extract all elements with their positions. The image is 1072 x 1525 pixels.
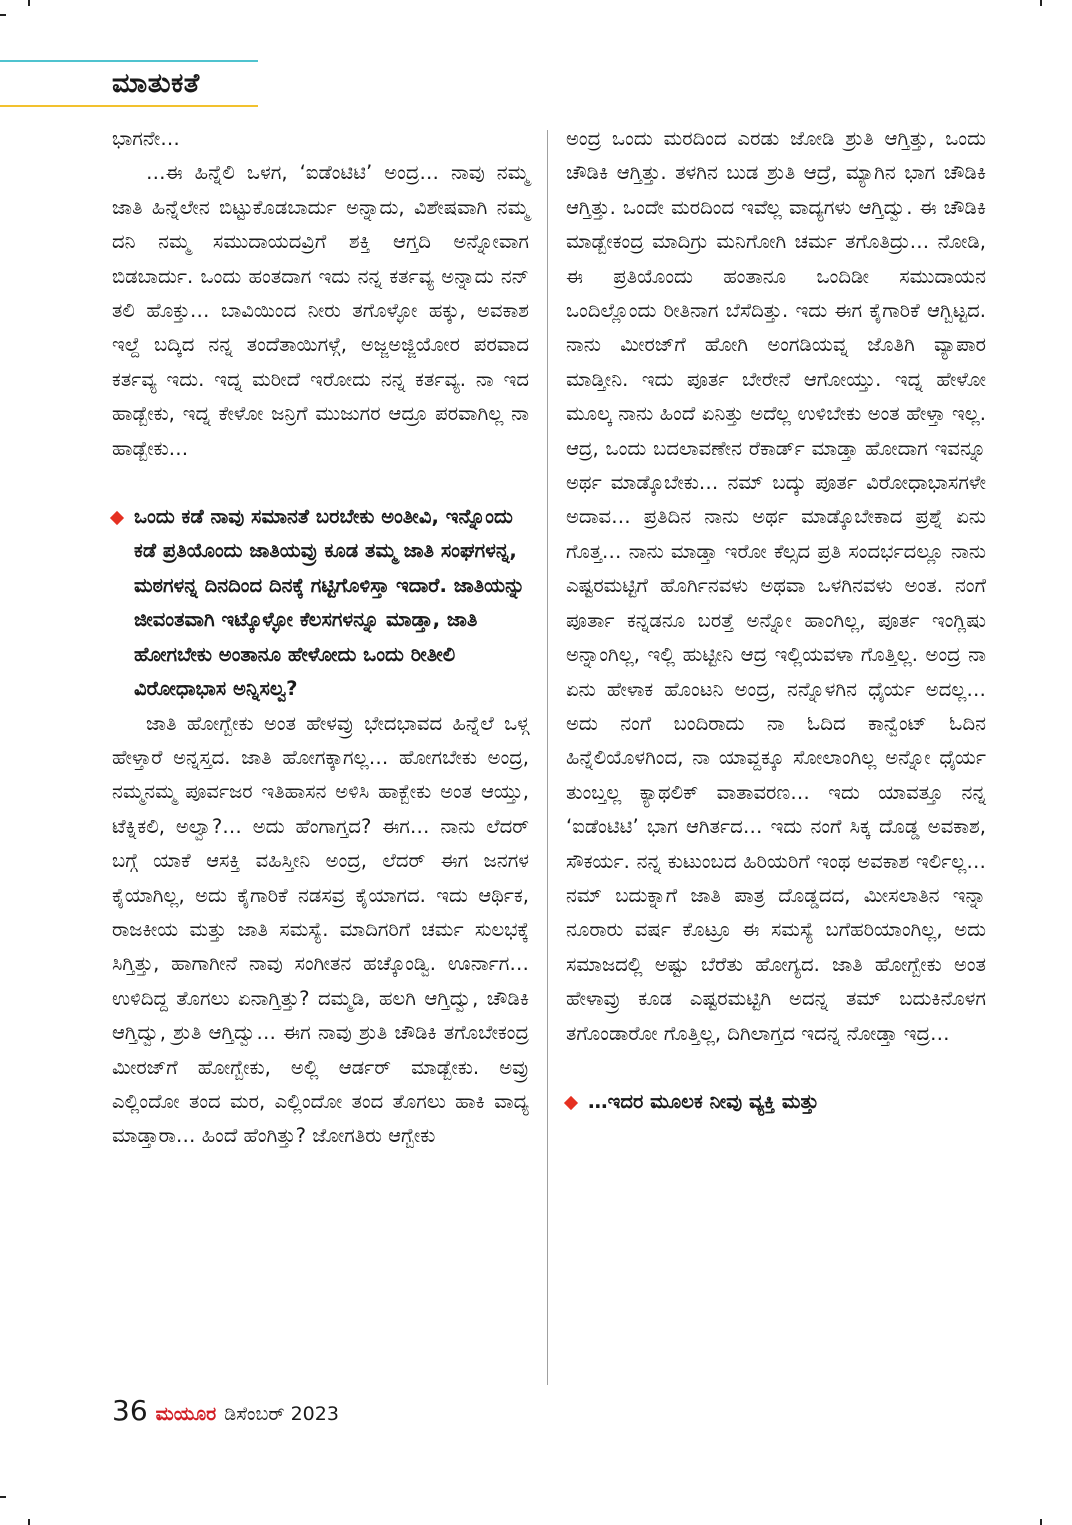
interview-question xyxy=(112,500,529,706)
question-text: ಒಂದು ಕಡೆ ನಾವು ಸಮಾನತೆ ಬರಬೇಕು ಅಂತೀವಿ, ಇನ್ನೊಂದು ಕಡೆ ಪ್ರತಿಯೊಂದು ಜಾತಿಯವ್ರು ಕೂಡ ತಮ್ಮ ಜಾತಿ ಸಂಘಗಳನ್ನ, ಮಠಗಳನ್ನ ದಿನದಿಂದ ದಿನಕ್ಕೆ ಗಟ್ಟಿಗೊಳಿಸ್ತಾ ಇದಾರೆ. ಜಾತಿಯನ್ನು ಜೀವಂತವಾಗಿ ಇಟ್ಕೊಳ್ಳೋ ಕೆಲಸಗಳನ್ನೂ ಮಾಡ್ತಾ, ಜಾತಿ ಹೋಗಬೇಕು ಅಂತಾನೂ ಹೇಳೋದು ಒಂದು ರೀತೀಲಿ ವಿರೋಧಾಭಾಸ ಅನ್ನಿಸಲ್ವ? xyxy=(134,505,525,701)
crop-mark xyxy=(28,0,30,6)
paragraph-lead: ಭಾಗನೇ… xyxy=(112,127,180,150)
article-column-left xyxy=(112,122,529,1154)
column-divider xyxy=(547,130,548,1385)
section-title: ಮಾತುಕತೆ xyxy=(112,68,200,99)
page-number: 36 xyxy=(112,1394,148,1427)
crop-mark xyxy=(1040,0,1042,6)
crop-mark xyxy=(1040,1519,1042,1525)
crop-mark xyxy=(0,14,6,16)
crop-mark xyxy=(0,1496,6,1498)
interview-question xyxy=(566,1085,986,1119)
header-rule-bottom xyxy=(0,105,258,107)
paragraph-gap xyxy=(566,1051,986,1085)
page-footer xyxy=(112,1394,339,1430)
diamond-bullet-icon xyxy=(564,1096,578,1110)
crop-mark xyxy=(28,1519,30,1525)
question-text: …ಇದರ ಮೂಲಕ ನೀವು ವ್ಯಕ್ತಿ ಮತ್ತು xyxy=(588,1089,819,1113)
magazine-logo: ಮಯೂರ xyxy=(155,1403,217,1425)
header-rule-top xyxy=(0,60,258,62)
issue-date: ಡಿಸೆಂಬರ್ 2023 xyxy=(224,1403,339,1425)
paragraph: ಜಾತಿ ಹೋಗ್ಬೇಕು ಅಂತ ಹೇಳವ್ರು ಭೇದಭಾವದ ಹಿನ್ನೆಲೆ ಒಳ್ಗ ಹೇಳ್ತಾರೆ ಅನ್ನಸ್ತದ. ಜಾತಿ ಹೋಗಕ್ಕಾಗಲ್ಲ… ಹೋಗಬೇಕು ಅಂದ್ರ, ನಮ್ಮನಮ್ಮ ಪೂರ್ವಜರ ಇತಿಹಾಸನ ಅಳಿಸಿ ಹಾಕ್ಬೇಕು ಅಂತ ಆಯ್ತು, ಟೆಕ್ನಿಕಲಿ, ಅಲ್ವಾ?… ಅದು ಹೆಂಗಾಗ್ತದ? ಈಗ… ನಾನು ಲೆದರ್ ಬಗ್ಗೆ ಯಾಕೆ ಆಸಕ್ತಿ ವಹಿಸ್ತೀನಿ ಅಂದ್ರ, ಲೆದರ್ ಈಗ ಜನಗಳ ಕೈಯಾಗಿಲ್ಲ, ಅದು ಕೈಗಾರಿಕೆ ನಡಸವ್ರ ಕೈಯಾಗದ. ಇದು ಆರ್ಥಿಕ, ರಾಜಕೀಯ ಮತ್ತು ಜಾತಿ ಸಮಸ್ಯೆ. ಮಾದಿಗರಿಗೆ ಚರ್ಮ ಸುಲಭಕ್ಕೆ ಸಿಗ್ತಿತ್ತು, ಹಾಗಾಗೀನೆ ನಾವು ಸಂಗೀತನ ಹಚ್ಕೊಂಡ್ವಿ. ಊರ್ನಾಗ… ಉಳಿದಿದ್ದ ತೊಗಲು ಏನಾಗ್ತಿತ್ತು? ದಮ್ಮಡಿ, ಹಲಗಿ ಆಗ್ತಿದ್ವು, ಚೌಡಿಕಿ ಆಗ್ತಿದ್ವು, ಶ್ರುತಿ ಆಗ್ತಿದ್ವು… ಈಗ ನಾವು ಶ್ರುತಿ ಚೌಡಿಕಿ ತಗೊಬೇಕಂದ್ರ ಮೀರಜ್‌ಗೆ ಹೋಗ್ಬೇಕು, ಅಲ್ಲಿ ಆರ್ಡರ್ ಮಾಡ್ಬೇಕು. ಅವ್ರು ಎಲ್ಲಿಂದೋ ತಂದ ಮರ, ಎಲ್ಲಿಂದೋ ತಂದ ತೊಗಲು ಹಾಕಿ ವಾದ್ಯ ಮಾಡ್ತಾರಾ… ಹಿಂದೆ ಹೆಂಗಿತ್ತು? ಜೋಗತಿರು ಆಗ್ಬೇಕು xyxy=(112,711,529,1148)
paragraph: ಅಂದ್ರ ಒಂದು ಮರದಿಂದ ಎರಡು ಜೋಡಿ ಶ್ರುತಿ ಆಗ್ತಿತ್ತು, ಒಂದು ಚೌಡಿಕಿ ಆಗ್ತಿತ್ತು. ತಳಗಿನ ಬುಡ ಶ್ರುತಿ ಆದ್ರೆ, ಮ್ಯಾಗಿನ ಭಾಗ ಚೌಡಿಕಿ ಆಗ್ತಿತ್ತು. ಒಂದೇ ಮರದಿಂದ ಇವೆಲ್ಲ ವಾದ್ಯಗಳು ಆಗ್ತಿದ್ವು. ಈ ಚೌಡಿಕಿ ಮಾಡ್ಬೇಕಂದ್ರ ಮಾದಿಗ್ರು ಮನಿಗೋಗಿ ಚರ್ಮ ತಗೊತಿದ್ರು… ನೋಡಿ, ಈ ಪ್ರತಿಯೊಂದು ಹಂತಾನೂ ಒಂದಿಡೀ ಸಮುದಾಯನ ಒಂದಿಲ್ಲೊಂದು ರೀತಿನಾಗ ಬೆಸೆದಿತ್ತು. ಇದು ಈಗ ಕೈಗಾರಿಕೆ ಆಗ್ಬಿಟ್ಟದ. ನಾನು ಮೀರಜ್‌ಗೆ ಹೋಗಿ ಅಂಗಡಿಯವ್ನ ಜೊತಿಗಿ ವ್ಯಾಪಾರ ಮಾಡ್ತೀನಿ. ಇದು ಪೂರ್ತ ಬೇರೇನೆ ಆಗೋಯ್ತು. ಇದ್ನ ಹೇಳೋ ಮೂಲ್ಕ ನಾನು ಹಿಂದೆ ಏನಿತ್ತು ಅದೆಲ್ಲ ಉಳಿಬೇಕು ಅಂತ ಹೇಳ್ತಾ ಇಲ್ಲ. ಆದ್ರ, ಒಂದು ಬದಲಾವಣೇನ ರೆಕಾರ್ಡ್ ಮಾಡ್ತಾ ಹೋದಾಗ ಇವನ್ನೂ ಅರ್ಥ ಮಾಡ್ಕೊಬೇಕು… ನಮ್ ಬದ್ಕು ಪೂರ್ತ ವಿರೋಧಾಭಾಸಗಳೇ ಅದಾವ… ಪ್ರತಿದಿನ ನಾನು ಅರ್ಥ ಮಾಡ್ಕೊಬೇಕಾದ ಪ್ರಶ್ನೆ ಏನು ಗೊತ್ತ… ನಾನು ಮಾಡ್ತಾ ಇರೋ ಕೆಲ್ಸದ ಪ್ರತಿ ಸಂದರ್ಭದಲ್ಲೂ ನಾನು ಎಷ್ಟರಮಟ್ಟಿಗೆ ಹೊರ್ಗಿನವಳು ಅಥವಾ ಒಳಗಿನವಳು ಅಂತ. ನಂಗೆ ಪೂರ್ತಾ ಕನ್ನಡನೂ ಬರತ್ತೆ ಅನ್ನೋ ಹಾಂಗಿಲ್ಲ, ಪೂರ್ತ ಇಂಗ್ಲಿಷು ಅನ್ನಾಂಗಿಲ್ಲ, ಇಲ್ಲಿ ಹುಟ್ಟೀನಿ ಆದ್ರ ಇಲ್ಲಿಯವಳಾ ಗೊತ್ತಿಲ್ಲ. ಅಂದ್ರ ನಾ ಏನು ಹೇಳಾಕ ಹೊಂಟನಿ ಅಂದ್ರ, ನನ್ನೊಳಗಿನ ಧೈರ್ಯ ಅದಲ್ಲ… ಅದು ನಂಗೆ ಬಂದಿರಾದು ನಾ ಓದಿದ ಕಾನ್ವೆಂಟ್ ಓದಿನ ಹಿನ್ನೆಲಿಯೊಳಗಿಂದ, ನಾ ಯಾವ್ದಕ್ಕೂ ಸೋಲಾಂಗಿಲ್ಲ ಅನ್ನೋ ಧೈರ್ಯ ತುಂಬ್ತಲ್ಲ ಕ್ಯಾಥಲಿಕ್ ವಾತಾವರಣ… ಇದು ಯಾವತ್ತೂ ನನ್ನ ‘ಐಡೆಂಟಿಟಿ’ ಭಾಗ ಆಗಿರ್ತದ… ಇದು ನಂಗೆ ಸಿಕ್ಕ ದೊಡ್ಡ ಅವಕಾಶ, ಸೌಕರ್ಯ. ನನ್ನ ಕುಟುಂಬದ ಹಿರಿಯರಿಗೆ ಇಂಥ ಅವಕಾಶ ಇರ್ಲಿಲ್ಲ… ನಮ್ ಬದುಕ್ನಾಗೆ ಜಾತಿ ಪಾತ್ರ ದೊಡ್ಡದದ, ಮೀಸಲಾತಿನ ಇನ್ನಾ ನೂರಾರು ವರ್ಷ ಕೊಟ್ರೂ ಈ ಸಮಸ್ಯೆ ಬಗೆಹರಿಯಾಂಗಿಲ್ಲ, ಅದು ಸಮಾಜದಲ್ಲಿ ಅಷ್ಟು ಬೆರೆತು ಹೋಗ್ಯದ. ಜಾತಿ ಹೋಗ್ಬೇಕು ಅಂತ ಹೇಳಾವ್ರು ಕೂಡ ಎಷ್ಟರಮಟ್ಟಿಗಿ ಅದನ್ನ ತಮ್ ಬದುಕಿನೊಳಗ ತಗೊಂಡಾರೋ ಗೊತ್ತಿಲ್ಲ, ದಿಗಿಲಾಗ್ತದ ಇದನ್ನ ನೋಡ್ತಾ ಇದ್ರ… xyxy=(566,127,986,1045)
paragraph-gap xyxy=(112,466,529,500)
paragraph: …ಈ ಹಿನ್ನೆಲಿ ಒಳಗ, ‘ಐಡೆಂಟಿಟಿ’ ಅಂದ್ರ… ನಾವು ನಮ್ಮ ಜಾತಿ ಹಿನ್ನೆಲೇನ ಬಿಟ್ಟುಕೊಡಬಾರ್ದು ಅನ್ನಾದು, ವಿಶೇಷವಾಗಿ ನಮ್ಮ ದನಿ ನಮ್ಮ ಸಮುದಾಯದವ್ರಿಗೆ ಶಕ್ತಿ ಆಗ್ತದಿ ಅನ್ನೋವಾಗ ಬಿಡಬಾರ್ದು. ಒಂದು ಹಂತದಾಗ ಇದು ನನ್ನ ಕರ್ತವ್ಯ ಅನ್ನಾದು ನನ್ ತಲಿ ಹೊಕ್ತು… ಬಾವಿಯಿಂದ ನೀರು ತಗೊಳ್ಳೋ ಹಕ್ಕು, ಅವಕಾಶ ಇಲ್ದೆ ಬದ್ಕಿದ ನನ್ನ ತಂದೆತಾಯಿಗಳ್ಗೆ, ಅಜ್ಜಅಜ್ಜಿಯೋರ ಪರವಾದ ಕರ್ತವ್ಯ ಇದು. ಇದ್ನ ಮರೀದೆ ಇರೋದು ನನ್ನ ಕರ್ತವ್ಯ. ನಾ ಇದ ಹಾಡ್ಬೇಕು, ಇದ್ನ ಕೇಳೋ ಜನ್ರಿಗೆ ಮುಜುಗರ ಆದ್ರೂ ಪರವಾಗಿಲ್ಲ ನಾ ಹಾಡ್ಬೇಕು… xyxy=(112,161,529,460)
article-column-right xyxy=(566,122,986,1119)
diamond-bullet-icon xyxy=(110,511,124,525)
